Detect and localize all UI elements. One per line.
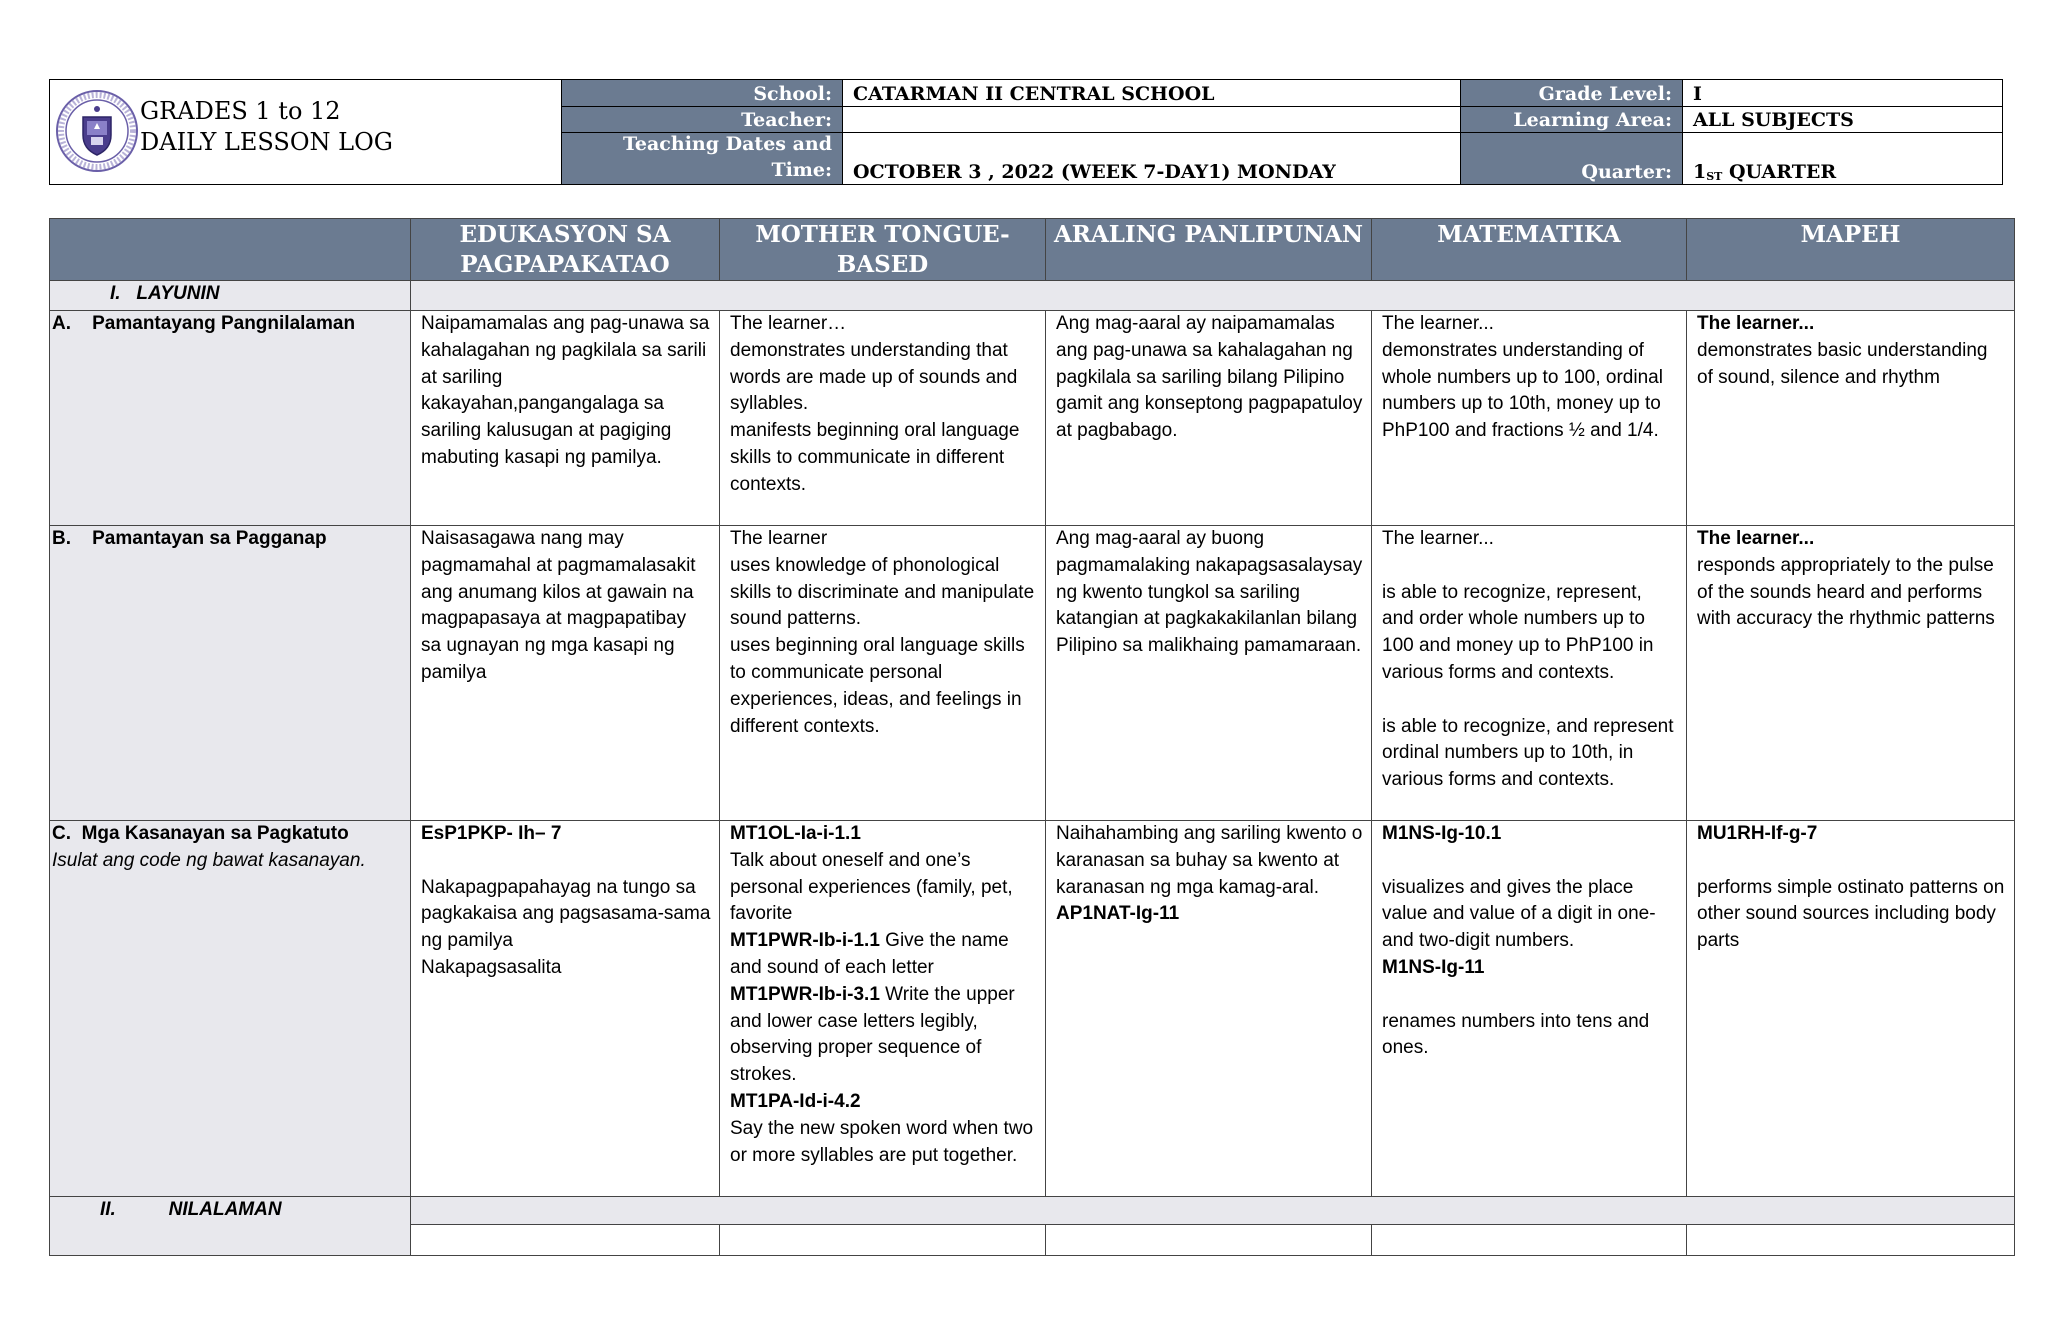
quarter-label: Quarter: bbox=[1461, 133, 1683, 184]
column-header-esp-l2: PAGPAPAKATAO bbox=[460, 251, 670, 278]
cell-c-mtb bbox=[720, 821, 1046, 1197]
blank-line bbox=[1382, 553, 1678, 580]
cell-text: demonstrates understanding of whole numbers up to 100, ordinal numbers up to 10th, money up to PhP100 and fractions ½ and 1/4. bbox=[1382, 339, 1663, 442]
column-header-mapeh bbox=[1687, 219, 2015, 281]
column-header-empty bbox=[50, 219, 411, 281]
cell-b-esp: Naisasagawa nang may pagmamahal at pagmamalasakit ang anumang kilos at gawain na magpapasaya at magpapatibay sa ugnayan ng mga kasapi ng pamilya bbox=[411, 526, 720, 821]
learning-area-value: ALL SUBJECTS bbox=[1683, 107, 2002, 133]
school-label: School: bbox=[562, 80, 843, 107]
cell-text: Nakapagpapahayag na tungo sa pagkakaisa ang pagsasama-sama ng pamilya bbox=[421, 876, 711, 952]
column-header-mapeh-l1: MAPEH bbox=[1800, 221, 1901, 248]
cell-text: The learner bbox=[730, 528, 828, 549]
table-row-c bbox=[50, 821, 2015, 1197]
cell-text: The learner... bbox=[1697, 528, 1815, 549]
blank-line bbox=[1382, 687, 1678, 714]
row-letter: B. bbox=[52, 528, 71, 549]
lesson-log-header bbox=[49, 79, 2003, 185]
row-subtitle: Isulat ang code ng bawat kasanayan. bbox=[52, 849, 366, 871]
section-fill bbox=[411, 1197, 2015, 1225]
cell-nilalaman-ap bbox=[1046, 1225, 1372, 1256]
column-header-ap bbox=[1046, 219, 1372, 281]
section-title: NILALAMAN bbox=[168, 1199, 282, 1220]
column-header-math-l1: MATEMATIKA bbox=[1437, 221, 1621, 248]
row-label-b bbox=[50, 526, 411, 821]
column-header-math bbox=[1372, 219, 1687, 281]
row-label-a bbox=[50, 311, 411, 526]
cell-text: manifests beginning oral language skills to communicate in different contexts. bbox=[730, 420, 1020, 495]
cell-nilalaman-esp bbox=[411, 1225, 720, 1256]
cell-text: performs simple ostinato patterns on other sound sources including body parts bbox=[1697, 876, 2005, 952]
column-header-mtb bbox=[720, 219, 1046, 281]
cell-a-ap: Ang mag-aaral ay naipamamalas ang pag-unawa sa kahalagahan ng pagkilala sa sariling bilang Pilipino gamit ang konseptong pagpapatuloy at pagbabago. bbox=[1046, 311, 1372, 526]
cell-text: The learner... bbox=[1382, 528, 1494, 549]
column-header-esp-l1: EDUKASYON SA bbox=[459, 221, 671, 248]
row-label-c bbox=[50, 821, 411, 1197]
section-number: I. bbox=[110, 283, 121, 304]
competency-code: MT1PWR-Ib-i-3.1 bbox=[730, 983, 880, 1005]
teaching-dates-label bbox=[562, 133, 843, 184]
cell-nilalaman-mapeh bbox=[1687, 1225, 2015, 1256]
learning-area-label: Learning Area: bbox=[1461, 107, 1683, 133]
cell-nilalaman-mtb bbox=[720, 1225, 1046, 1256]
cell-a-esp: Naipamamalas ang pag-unawa sa kahalagahan ng pagkilala sa sarili at sariling kakayahan,pangangalaga sa sariling kalusugan at pagiging mabuting kasapi ng pamilya. bbox=[411, 311, 720, 526]
column-header-esp bbox=[411, 219, 720, 281]
title-line-1: GRADES 1 to 12 bbox=[140, 97, 341, 125]
cell-b-mapeh bbox=[1687, 526, 2015, 821]
cell-text: demonstrates understanding that words are made up of sounds and syllables. bbox=[730, 339, 1018, 415]
document-title bbox=[140, 96, 393, 158]
cell-c-math bbox=[1372, 821, 1687, 1197]
teaching-dates-label-line2: Time: bbox=[771, 159, 832, 181]
blank-line bbox=[1382, 982, 1678, 1009]
title-line-2: DAILY LESSON LOG bbox=[140, 128, 393, 156]
quarter-value bbox=[1683, 133, 2002, 184]
cell-text: Nakapagsasalita bbox=[421, 956, 562, 978]
competency-code: M1NS-Ig-10.1 bbox=[1382, 823, 1502, 844]
column-header-mtb-l1: MOTHER TONGUE- bbox=[755, 221, 1010, 248]
column-header-mtb-l2: BASED bbox=[836, 251, 929, 278]
grade-level-value: I bbox=[1683, 80, 2002, 107]
cell-c-ap bbox=[1046, 821, 1372, 1197]
cell-text: Naihahambing ang sariling kwento o karanasan sa buhay sa kwento at karanasan ng mga kamag-aral. bbox=[1056, 823, 1363, 898]
cell-c-mapeh bbox=[1687, 821, 2015, 1197]
logo-title-cell bbox=[50, 80, 562, 184]
teaching-dates-value: OCTOBER 3 , 2022 (WEEK 7-DAY1) MONDAY bbox=[843, 133, 1461, 184]
section-label-layunin bbox=[50, 281, 411, 311]
lesson-log-table bbox=[49, 218, 2015, 1256]
cell-text: The learner... bbox=[1382, 313, 1494, 334]
column-header-ap-l1: ARALING PANLIPUNAN bbox=[1053, 221, 1364, 248]
cell-text: Give the name and sound of each letter bbox=[730, 930, 1009, 978]
cell-a-mtb bbox=[720, 311, 1046, 526]
cell-text: Talk about oneself and one’s personal experiences (family, pet, favorite bbox=[730, 849, 1013, 925]
quarter-suffix: ST bbox=[1706, 170, 1723, 183]
section-fill bbox=[411, 281, 2015, 311]
competency-code: MT1PWR-Ib-i-1.1 bbox=[730, 930, 880, 952]
cell-text: visualizes and gives the place value and value of a digit in one- and two-digit numbers. bbox=[1382, 876, 1656, 952]
teacher-label: Teacher: bbox=[562, 107, 843, 133]
cell-text: demonstrates basic understanding of sound, silence and rhythm bbox=[1697, 339, 1988, 388]
cell-text: responds appropriately to the pulse of the sounds heard and performs with accuracy the rhythmic patterns bbox=[1697, 554, 1995, 630]
row-title: Mga Kasanayan sa Pagkatuto bbox=[81, 823, 349, 844]
cell-text: renames numbers into tens and ones. bbox=[1382, 1010, 1650, 1059]
cell-c-esp bbox=[411, 821, 720, 1197]
table-row-b bbox=[50, 526, 2015, 821]
row-title-line bbox=[52, 821, 408, 848]
row-title: Pamantayang Pangnilalaman bbox=[92, 313, 356, 334]
teacher-value bbox=[843, 107, 1461, 133]
competency-code: MT1OL-Ia-i-1.1 bbox=[730, 823, 861, 844]
column-header-row bbox=[50, 219, 2015, 281]
cell-b-ap: Ang mag-aaral ay buong pagmamalaking nakapagsasalaysay ng kwento tungkol sa sariling katangian at pagkakakilanlan bilang Pilipino sa malikhaing pamamaraan. bbox=[1046, 526, 1372, 821]
competency-code: M1NS-Ig-11 bbox=[1382, 956, 1485, 978]
school-value: CATARMAN II CENTRAL SCHOOL bbox=[843, 80, 1461, 107]
cell-text: uses beginning oral language skills to communicate personal experiences, ideas, and feelings in different contexts. bbox=[730, 635, 1025, 737]
cell-text: The learner... bbox=[1697, 313, 1815, 334]
quarter-number: 1 bbox=[1693, 161, 1707, 183]
cell-text: The learner… bbox=[730, 313, 847, 334]
cell-b-mtb bbox=[720, 526, 1046, 821]
cell-text: Write the upper and lower case letters legibly, observing proper sequence of strokes. bbox=[730, 983, 1015, 1086]
cell-a-mapeh bbox=[1687, 311, 2015, 526]
cell-nilalaman-math bbox=[1372, 1225, 1687, 1256]
competency-code: EsP1PKP- Ih– 7 bbox=[421, 823, 562, 844]
row-letter: A. bbox=[52, 313, 71, 334]
cell-text: is able to recognize, represent, and order whole numbers up to 100 and money up to PhP100 in various forms and contexts. bbox=[1382, 581, 1654, 683]
row-letter: C. bbox=[52, 823, 71, 844]
blank-line bbox=[421, 848, 711, 875]
cell-b-math bbox=[1372, 526, 1687, 821]
row-title: Pamantayan sa Pagganap bbox=[92, 528, 327, 549]
cell-text: is able to recognize, and represent ordinal numbers up to 10th, in various forms and contexts. bbox=[1382, 715, 1674, 791]
section-row-layunin bbox=[50, 281, 2015, 311]
section-row-nilalaman bbox=[50, 1197, 2015, 1225]
section-number: II. bbox=[100, 1199, 116, 1220]
blank-line bbox=[1697, 848, 2006, 875]
competency-code: MU1RH-If-g-7 bbox=[1697, 823, 1818, 844]
table-row-a bbox=[50, 311, 2015, 526]
quarter-text: QUARTER bbox=[1722, 161, 1837, 183]
teaching-dates-label-line1: Teaching Dates and bbox=[622, 133, 832, 155]
cell-a-math bbox=[1372, 311, 1687, 526]
competency-code: AP1NAT-Ig-11 bbox=[1056, 903, 1180, 925]
section-title: LAYUNIN bbox=[136, 283, 220, 304]
grade-level-label: Grade Level: bbox=[1461, 80, 1683, 107]
cell-text: uses knowledge of phonological skills to discriminate and manipulate sound patterns. bbox=[730, 554, 1035, 630]
competency-code: MT1PA-Id-i-4.2 bbox=[730, 1090, 861, 1112]
section-label-nilalaman bbox=[50, 1197, 411, 1256]
cell-text: Say the new spoken word when two or more syllables are put together. bbox=[730, 1117, 1034, 1166]
blank-line bbox=[1382, 848, 1678, 875]
deped-seal-icon bbox=[55, 89, 139, 173]
